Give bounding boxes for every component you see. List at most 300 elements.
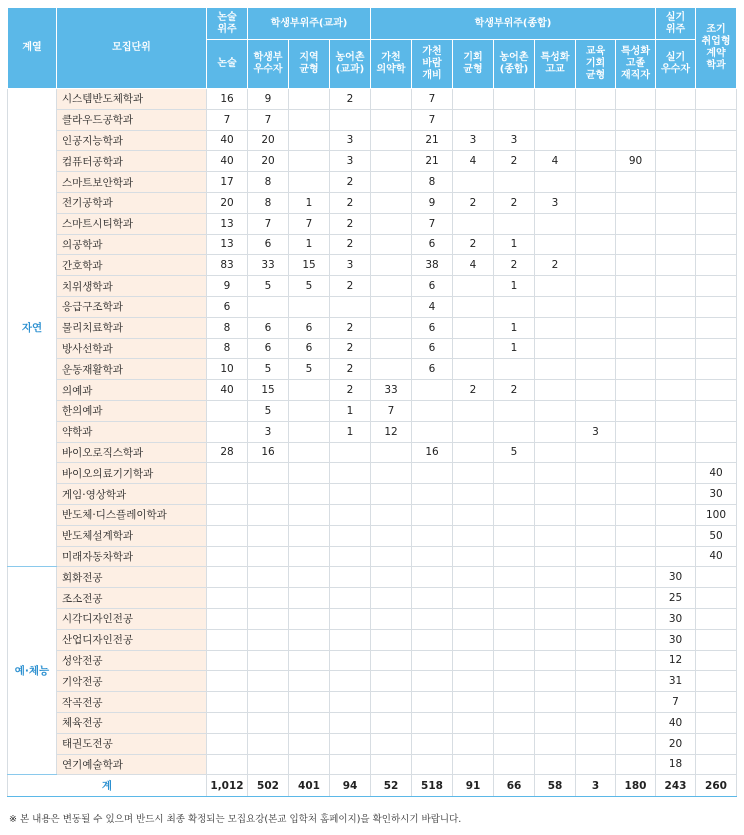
quota-cell	[656, 421, 696, 442]
category-arts: 예·체능	[8, 567, 57, 775]
quota-cell	[494, 89, 535, 110]
quota-cell: 20	[207, 192, 248, 213]
quota-cell	[616, 608, 656, 629]
total-cell: 3	[576, 775, 616, 797]
table-row	[8, 588, 737, 609]
quota-cell: 3	[330, 130, 371, 151]
quota-cell	[535, 504, 576, 525]
quota-cell	[535, 463, 576, 484]
quota-cell: 40	[656, 712, 696, 733]
table-row	[8, 151, 737, 172]
unit-name: 치위생학과	[57, 276, 207, 297]
quota-cell	[330, 546, 371, 567]
quota-cell	[289, 296, 330, 317]
quota-cell	[371, 588, 412, 609]
quota-cell	[412, 400, 453, 421]
quota-cell: 5	[248, 359, 289, 380]
quota-cell	[453, 359, 494, 380]
quota-cell: 3	[535, 192, 576, 213]
header-rural-subject: 농어촌 (교과)	[330, 40, 371, 89]
quota-cell	[696, 172, 737, 193]
quota-cell	[371, 504, 412, 525]
quota-cell	[330, 588, 371, 609]
quota-cell: 7	[412, 213, 453, 234]
quota-cell	[576, 567, 616, 588]
quota-cell	[207, 400, 248, 421]
table-row	[8, 525, 737, 546]
quota-cell	[535, 525, 576, 546]
category-science: 자연	[8, 89, 57, 567]
quota-cell	[330, 525, 371, 546]
quota-cell: 30	[696, 484, 737, 505]
quota-cell	[656, 234, 696, 255]
quota-cell	[576, 692, 616, 713]
quota-cell	[207, 692, 248, 713]
quota-cell	[656, 317, 696, 338]
quota-cell	[576, 608, 616, 629]
quota-cell	[330, 484, 371, 505]
quota-cell	[535, 234, 576, 255]
quota-cell	[616, 671, 656, 692]
quota-cell	[576, 109, 616, 130]
quota-cell	[535, 359, 576, 380]
quota-cell	[289, 608, 330, 629]
quota-cell	[330, 629, 371, 650]
quota-cell	[494, 546, 535, 567]
total-cell: 58	[535, 775, 576, 797]
quota-cell	[453, 712, 494, 733]
quota-cell: 2	[494, 255, 535, 276]
quota-cell	[576, 234, 616, 255]
quota-cell	[207, 608, 248, 629]
quota-cell	[494, 484, 535, 505]
quota-cell	[535, 213, 576, 234]
quota-cell	[371, 89, 412, 110]
quota-cell	[494, 754, 535, 775]
quota-cell: 8	[207, 317, 248, 338]
quota-cell: 5	[289, 359, 330, 380]
header-practical-top: 실기 우수자	[656, 40, 696, 89]
quota-cell	[289, 692, 330, 713]
quota-cell: 2	[330, 276, 371, 297]
quota-cell	[494, 712, 535, 733]
header-early-employment: 조기 취업형 계약 학과	[696, 8, 737, 89]
quota-cell	[696, 421, 737, 442]
quota-cell	[412, 380, 453, 401]
quota-cell	[494, 608, 535, 629]
quota-cell	[289, 442, 330, 463]
quota-cell	[289, 754, 330, 775]
quota-cell	[616, 692, 656, 713]
quota-cell	[696, 255, 737, 276]
quota-cell	[289, 712, 330, 733]
quota-cell	[535, 109, 576, 130]
unit-name: 조소전공	[57, 588, 207, 609]
quota-cell	[535, 712, 576, 733]
quota-cell	[494, 213, 535, 234]
header-practical-group: 실기 위주	[656, 8, 696, 40]
quota-cell	[576, 712, 616, 733]
quota-cell: 30	[656, 567, 696, 588]
quota-cell	[616, 650, 656, 671]
total-cell: 66	[494, 775, 535, 797]
quota-cell: 38	[412, 255, 453, 276]
quota-cell	[616, 525, 656, 546]
quota-cell	[535, 380, 576, 401]
quota-cell	[412, 629, 453, 650]
quota-cell: 16	[412, 442, 453, 463]
quota-cell	[535, 296, 576, 317]
quota-cell: 16	[207, 89, 248, 110]
quota-cell	[248, 484, 289, 505]
quota-cell	[453, 442, 494, 463]
unit-name: 성악전공	[57, 650, 207, 671]
footnote: ※ 본 내용은 변동될 수 있으며 반드시 최종 확정되는 모집요강(본교 입학처 홈페이지)을 확인하시기 바랍니다.	[9, 814, 462, 825]
quota-cell	[696, 213, 737, 234]
quota-cell	[616, 296, 656, 317]
quota-cell	[371, 172, 412, 193]
quota-cell: 7	[371, 400, 412, 421]
quota-cell	[207, 546, 248, 567]
quota-cell: 3	[248, 421, 289, 442]
quota-cell: 13	[207, 234, 248, 255]
unit-name: 산업디자인전공	[57, 629, 207, 650]
quota-cell	[289, 525, 330, 546]
quota-cell	[576, 463, 616, 484]
quota-cell	[289, 629, 330, 650]
quota-cell	[616, 484, 656, 505]
quota-cell: 7	[248, 109, 289, 130]
quota-cell: 10	[207, 359, 248, 380]
quota-cell	[656, 546, 696, 567]
quota-cell	[696, 234, 737, 255]
unit-name: 작곡전공	[57, 692, 207, 713]
unit-name: 스마트보안학과	[57, 172, 207, 193]
quota-cell	[289, 504, 330, 525]
quota-cell	[453, 89, 494, 110]
quota-cell	[289, 733, 330, 754]
unit-name: 방사선학과	[57, 338, 207, 359]
quota-cell	[494, 629, 535, 650]
quota-cell: 3	[494, 130, 535, 151]
header-gachon-barm: 가천 바람 개비	[412, 40, 453, 89]
quota-cell	[248, 525, 289, 546]
quota-cell	[656, 172, 696, 193]
quota-cell	[656, 400, 696, 421]
quota-cell	[207, 754, 248, 775]
quota-cell	[453, 296, 494, 317]
quota-cell: 20	[656, 733, 696, 754]
quota-cell	[289, 567, 330, 588]
quota-cell: 6	[412, 276, 453, 297]
unit-name: 인공지능학과	[57, 130, 207, 151]
header-edu-opportunity: 교육 기회 균형	[576, 40, 616, 89]
unit-name: 바이오로직스학과	[57, 442, 207, 463]
quota-cell	[696, 650, 737, 671]
unit-name: 미래자동차학과	[57, 546, 207, 567]
quota-cell: 1	[330, 421, 371, 442]
quota-cell	[412, 712, 453, 733]
table-row	[8, 421, 737, 442]
quota-cell	[576, 442, 616, 463]
quota-cell	[696, 151, 737, 172]
quota-cell	[453, 317, 494, 338]
quota-cell: 7	[289, 213, 330, 234]
quota-cell	[656, 338, 696, 359]
quota-cell: 1	[289, 234, 330, 255]
quota-cell	[371, 671, 412, 692]
quota-cell	[494, 671, 535, 692]
quota-cell	[207, 629, 248, 650]
header-category: 계열	[8, 8, 57, 89]
quota-cell	[616, 629, 656, 650]
quota-cell: 21	[412, 130, 453, 151]
quota-cell	[207, 463, 248, 484]
quota-cell	[371, 359, 412, 380]
header-unit: 모집단위	[57, 8, 207, 89]
quota-cell	[535, 754, 576, 775]
table-row	[8, 400, 737, 421]
quota-cell	[248, 754, 289, 775]
quota-cell: 5	[494, 442, 535, 463]
quota-cell	[330, 567, 371, 588]
quota-cell	[696, 692, 737, 713]
quota-cell	[453, 754, 494, 775]
unit-name: 체육전공	[57, 712, 207, 733]
quota-cell	[453, 484, 494, 505]
table-row	[8, 504, 737, 525]
quota-cell: 2	[330, 359, 371, 380]
quota-cell: 2	[330, 89, 371, 110]
unit-name: 약학과	[57, 421, 207, 442]
quota-cell: 3	[453, 130, 494, 151]
unit-name: 기악전공	[57, 671, 207, 692]
quota-cell	[576, 130, 616, 151]
table-row	[8, 567, 737, 588]
quota-cell	[535, 671, 576, 692]
quota-cell	[494, 650, 535, 671]
quota-cell: 30	[656, 608, 696, 629]
quota-cell	[248, 567, 289, 588]
quota-cell	[656, 484, 696, 505]
quota-cell	[289, 400, 330, 421]
quota-cell	[576, 546, 616, 567]
quota-cell	[412, 463, 453, 484]
quota-cell	[656, 192, 696, 213]
quota-cell	[371, 567, 412, 588]
quota-cell: 33	[371, 380, 412, 401]
quota-cell	[696, 338, 737, 359]
quota-cell	[248, 608, 289, 629]
quota-cell	[656, 213, 696, 234]
quota-cell	[535, 172, 576, 193]
quota-cell	[656, 504, 696, 525]
quota-cell	[535, 442, 576, 463]
quota-cell	[616, 172, 656, 193]
table-body	[8, 89, 737, 797]
quota-cell	[576, 671, 616, 692]
quota-cell	[412, 754, 453, 775]
quota-cell: 17	[207, 172, 248, 193]
quota-cell	[576, 89, 616, 110]
quota-cell	[453, 650, 494, 671]
quota-cell	[696, 400, 737, 421]
quota-cell	[412, 588, 453, 609]
quota-cell	[494, 296, 535, 317]
quota-cell: 2	[330, 172, 371, 193]
quota-cell	[535, 546, 576, 567]
quota-cell	[412, 504, 453, 525]
quota-cell: 5	[248, 276, 289, 297]
quota-cell: 2	[453, 380, 494, 401]
quota-cell	[576, 359, 616, 380]
unit-name: 클라우드공학과	[57, 109, 207, 130]
quota-cell	[371, 296, 412, 317]
quota-cell: 5	[289, 276, 330, 297]
quota-cell: 5	[248, 400, 289, 421]
quota-cell	[576, 276, 616, 297]
header-subject-group: 학생부위주(교과)	[248, 8, 371, 40]
header-top-student: 학생부 우수자	[248, 40, 289, 89]
table-row	[8, 484, 737, 505]
quota-cell	[616, 276, 656, 297]
quota-cell	[371, 546, 412, 567]
quota-cell	[696, 567, 737, 588]
quota-cell	[207, 567, 248, 588]
quota-cell: 13	[207, 213, 248, 234]
total-cell: 502	[248, 775, 289, 797]
unit-name: 시각디자인전공	[57, 608, 207, 629]
quota-cell: 30	[656, 629, 696, 650]
quota-cell: 6	[289, 338, 330, 359]
quota-cell	[412, 671, 453, 692]
quota-cell	[535, 733, 576, 754]
total-cell: 1,012	[207, 775, 248, 797]
quota-cell: 100	[696, 504, 737, 525]
quota-cell	[248, 546, 289, 567]
unit-name: 운동재활학과	[57, 359, 207, 380]
table-row	[8, 276, 737, 297]
quota-cell	[371, 255, 412, 276]
quota-cell	[371, 692, 412, 713]
table-row	[8, 650, 737, 671]
unit-name: 스마트시티학과	[57, 213, 207, 234]
quota-cell	[616, 338, 656, 359]
quota-cell	[576, 400, 616, 421]
quota-cell: 6	[248, 317, 289, 338]
quota-cell	[494, 463, 535, 484]
table-row	[8, 192, 737, 213]
table-row	[8, 89, 737, 110]
quota-cell	[371, 608, 412, 629]
quota-cell	[289, 671, 330, 692]
quota-cell	[207, 712, 248, 733]
quota-cell	[616, 442, 656, 463]
table-row	[8, 546, 737, 567]
quota-cell: 2	[453, 234, 494, 255]
quota-cell: 18	[656, 754, 696, 775]
quota-cell	[248, 504, 289, 525]
quota-cell	[289, 650, 330, 671]
quota-cell	[616, 421, 656, 442]
quota-cell	[453, 504, 494, 525]
quota-cell	[371, 525, 412, 546]
quota-cell: 6	[412, 234, 453, 255]
quota-cell: 2	[330, 317, 371, 338]
quota-cell	[453, 629, 494, 650]
quota-cell	[535, 629, 576, 650]
quota-cell: 2	[494, 192, 535, 213]
unit-name: 한의예과	[57, 400, 207, 421]
quota-cell	[412, 567, 453, 588]
quota-cell	[696, 89, 737, 110]
quota-cell	[412, 484, 453, 505]
quota-cell	[535, 130, 576, 151]
unit-name: 전기공학과	[57, 192, 207, 213]
quota-cell	[453, 172, 494, 193]
quota-cell	[696, 359, 737, 380]
quota-cell: 7	[412, 109, 453, 130]
quota-cell	[494, 172, 535, 193]
quota-cell: 8	[248, 172, 289, 193]
quota-cell	[576, 588, 616, 609]
quota-cell	[535, 588, 576, 609]
table-row	[8, 338, 737, 359]
header-comprehensive-group: 학생부위주(종합)	[371, 8, 656, 40]
quota-cell	[371, 192, 412, 213]
admission-quota-table	[7, 7, 737, 797]
total-cell: 401	[289, 775, 330, 797]
quota-cell: 1	[330, 400, 371, 421]
quota-cell: 7	[656, 692, 696, 713]
header-essay: 논술	[207, 40, 248, 89]
quota-cell: 6	[412, 359, 453, 380]
unit-name: 응급구조학과	[57, 296, 207, 317]
quota-cell	[576, 151, 616, 172]
quota-cell: 1	[494, 276, 535, 297]
quota-cell	[696, 608, 737, 629]
quota-cell	[494, 400, 535, 421]
quota-cell: 4	[453, 151, 494, 172]
quota-cell	[248, 671, 289, 692]
quota-cell	[696, 380, 737, 401]
quota-cell	[248, 692, 289, 713]
quota-cell: 40	[696, 463, 737, 484]
quota-cell	[535, 89, 576, 110]
quota-cell	[616, 192, 656, 213]
quota-cell	[535, 317, 576, 338]
quota-cell	[616, 109, 656, 130]
quota-cell	[494, 733, 535, 754]
quota-cell	[289, 89, 330, 110]
quota-cell	[207, 421, 248, 442]
total-cell: 180	[616, 775, 656, 797]
quota-cell	[576, 484, 616, 505]
quota-cell	[330, 109, 371, 130]
quota-cell	[371, 130, 412, 151]
quota-cell	[289, 421, 330, 442]
quota-cell	[289, 484, 330, 505]
table-row	[8, 380, 737, 401]
quota-cell: 12	[371, 421, 412, 442]
quota-cell	[696, 276, 737, 297]
quota-cell	[330, 754, 371, 775]
total-cell: 52	[371, 775, 412, 797]
quota-cell	[248, 463, 289, 484]
quota-cell	[494, 692, 535, 713]
quota-cell	[616, 754, 656, 775]
quota-cell	[330, 712, 371, 733]
